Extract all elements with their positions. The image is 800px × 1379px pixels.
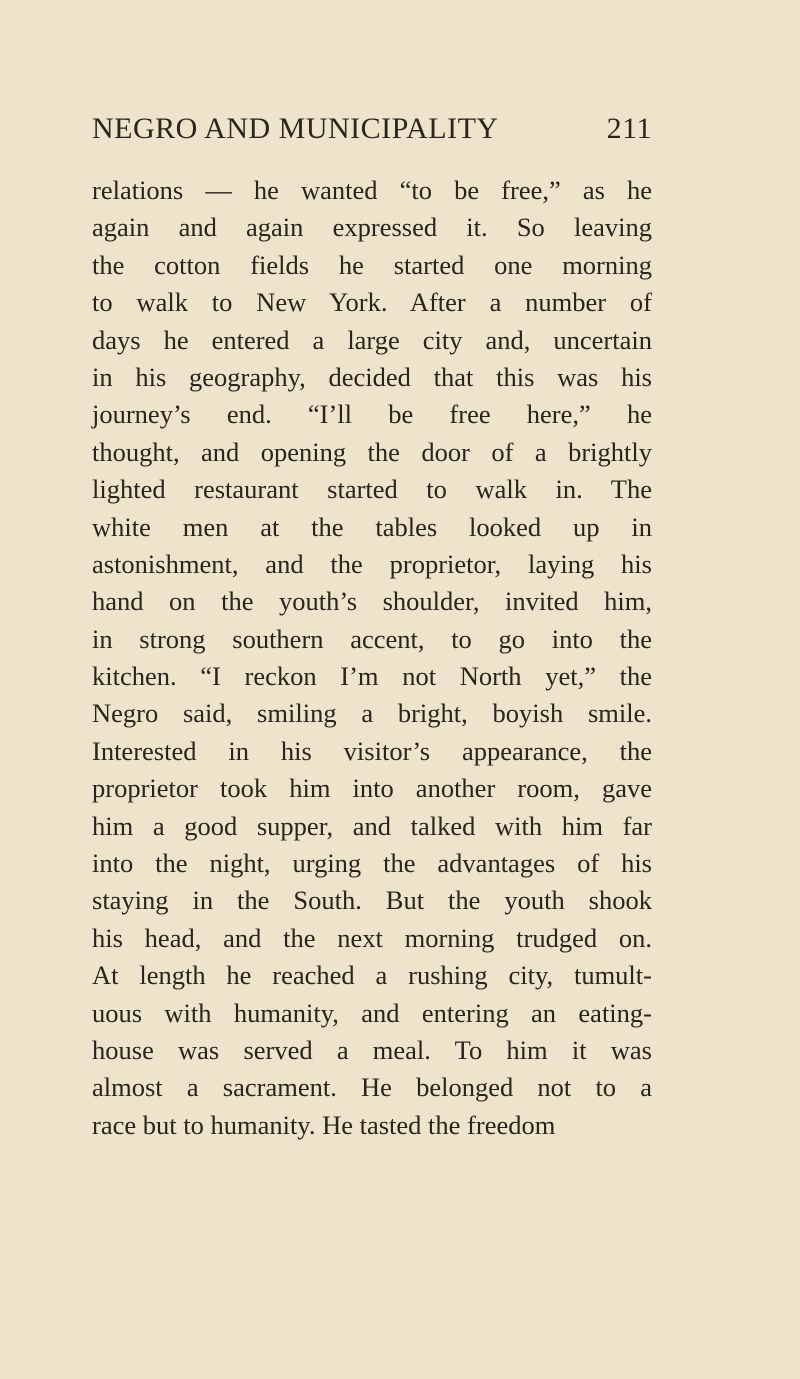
running-head — [92, 108, 652, 150]
page-number: 211 — [606, 112, 652, 145]
text-line: kitchen. “I reckon I’m not North yet,” the — [92, 661, 652, 692]
text-line: him a good supper, and talked with him far — [92, 810, 652, 841]
text-line: in strong southern accent, to go into the — [92, 623, 652, 654]
text-line: almost a sacrament. He belonged not to a — [92, 1072, 652, 1103]
text-line: days he entered a large city and, uncertain — [92, 324, 652, 355]
text-line: house was served a meal. To him it was — [92, 1034, 652, 1065]
text-line: proprietor took him into another room, gave — [92, 773, 652, 804]
text-line: At length he reached a rushing city, tumult- — [92, 960, 652, 991]
text-line: Negro said, smiling a bright, boyish smile. — [92, 698, 652, 729]
text-line: journey’s end. “I’ll be free here,” he — [92, 399, 652, 430]
text-line: lighted restaurant started to walk in. The — [92, 474, 652, 505]
text-line: white men at the tables looked up in — [92, 511, 652, 542]
text-line: astonishment, and the proprietor, laying his — [92, 548, 652, 579]
running-title: NEGRO AND MUNICIPALITY — [92, 112, 499, 145]
text-line: again and again expressed it. So leaving — [92, 212, 652, 243]
text-line: relations — he wanted “to be free,” as he — [92, 175, 652, 205]
text-line: into the night, urging the advantages of his — [92, 848, 652, 879]
text-line: Interested in his visitor’s appearance, the — [92, 735, 652, 766]
text-line: thought, and opening the door of a brightly — [92, 436, 652, 467]
text-line: staying in the South. But the youth shook — [92, 885, 652, 916]
text-line: uous with humanity, and entering an eating- — [92, 997, 652, 1028]
text-line: hand on the youth’s shoulder, invited him, — [92, 586, 652, 617]
text-line: to walk to New York. After a number of — [92, 287, 652, 318]
text-line: race but to humanity. He tasted the freedom — [92, 1109, 556, 1140]
body-text — [92, 172, 652, 1144]
text-line: in his geography, decided that this was his — [92, 361, 652, 392]
text-line: his head, and the next morning trudged on. — [92, 922, 652, 953]
text-line: the cotton fields he started one morning — [92, 249, 652, 280]
